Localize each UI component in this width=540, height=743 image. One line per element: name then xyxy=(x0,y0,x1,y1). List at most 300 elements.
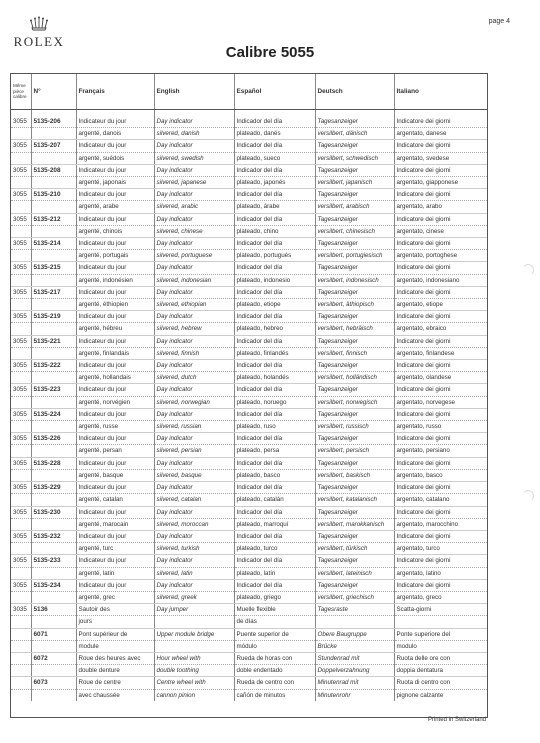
italian-text: Indicatore dei giorni xyxy=(394,213,487,225)
italian-text: argentato, etiope xyxy=(394,299,487,311)
part-number-cell xyxy=(31,323,76,335)
english-text: silvered, dutch xyxy=(154,372,234,384)
english-text: silvered, russian xyxy=(154,421,234,433)
english-text: Day indicator xyxy=(154,433,234,445)
column-header-german: Deutsch xyxy=(315,74,394,110)
italian-text: argentato, svedese xyxy=(394,152,487,164)
french-text: argenté, basque xyxy=(76,469,154,481)
french-text: Indicateur du jour xyxy=(76,238,154,250)
french-text: argenté, latin xyxy=(76,567,154,579)
french-text: Indicateur du jour xyxy=(76,506,154,518)
italian-text: Indicatore dei giorni xyxy=(394,164,487,176)
spanish-text: Indicador del día xyxy=(234,457,315,469)
table-row xyxy=(11,189,487,201)
german-text: Tagesanzeiger xyxy=(315,213,394,225)
english-text: Day indicator xyxy=(154,238,234,250)
table-row xyxy=(11,323,487,335)
calibre-cell: 3055 xyxy=(11,238,31,250)
french-text: Indicateur du jour xyxy=(76,116,154,128)
calibre-cell xyxy=(11,152,31,164)
part-number-cell: 5135-210 xyxy=(31,189,76,201)
spanish-text: plateado, árabe xyxy=(234,201,315,213)
spanish-text: cañón de minutos xyxy=(234,689,315,701)
calibre-cell xyxy=(11,469,31,481)
calibre-cell: 3055 xyxy=(11,408,31,420)
part-number-cell: 5135-212 xyxy=(31,213,76,225)
spanish-text: plateado, sueco xyxy=(234,152,315,164)
part-number-cell xyxy=(31,567,76,579)
italian-text: argentato, giapponese xyxy=(394,177,487,189)
spanish-text: Indicador del día xyxy=(234,335,315,347)
part-number-cell: 5135-226 xyxy=(31,433,76,445)
german-text: versilbert, lateinisch xyxy=(315,567,394,579)
part-number-cell: 6072 xyxy=(31,652,76,664)
german-text: Tagesanzeiger xyxy=(315,530,394,542)
spanish-text: Indicador del día xyxy=(234,238,315,250)
table-row xyxy=(11,274,487,286)
table-row xyxy=(11,433,487,445)
brand-name: ROLEX xyxy=(13,34,65,49)
italian-text: Indicatore dei giorni xyxy=(394,482,487,494)
german-text: Brücke xyxy=(315,640,394,652)
french-text: avec chaussée xyxy=(76,689,154,701)
table-row xyxy=(11,652,487,664)
french-text: Indicateur du jour xyxy=(76,408,154,420)
italian-text: Indicatore dei giorni xyxy=(394,238,487,250)
table-row xyxy=(11,665,487,677)
german-text: versilbert, baskisch xyxy=(315,469,394,481)
part-number-cell: 5135-233 xyxy=(31,555,76,567)
italian-text: Indicatore dei giorni xyxy=(394,433,487,445)
italian-text: argentato, ebraico xyxy=(394,323,487,335)
italian-text: argentato, russo xyxy=(394,421,487,433)
italian-text: Indicatore dei giorni xyxy=(394,116,487,128)
calibre-cell xyxy=(11,128,31,140)
table-row xyxy=(11,286,487,298)
spanish-text: Indicador del día xyxy=(234,286,315,298)
spanish-text: Indicador del día xyxy=(234,555,315,567)
french-text: Indicateur du jour xyxy=(76,384,154,396)
italian-text: Indicatore dei giorni xyxy=(394,530,487,542)
part-number-cell xyxy=(31,396,76,408)
part-number-cell xyxy=(31,201,76,213)
spanish-text: Indicador del día xyxy=(234,530,315,542)
german-text: Tagesanzeiger xyxy=(315,384,394,396)
spanish-text: plateado, marroquí xyxy=(234,518,315,530)
italian-text: argentato, greco xyxy=(394,591,487,603)
german-text: Tagesanzeiger xyxy=(315,457,394,469)
part-number-cell xyxy=(31,225,76,237)
calibre-cell: 3055 xyxy=(11,213,31,225)
part-number-cell xyxy=(31,543,76,555)
column-header-italian: Italiano xyxy=(394,74,487,110)
page-title: Calibre 5055 xyxy=(225,44,315,61)
english-text: silvered, indonesian xyxy=(154,274,234,286)
calibre-cell: 3055 xyxy=(11,262,31,274)
page-number: page 4 xyxy=(488,18,510,25)
punch-hole-mark xyxy=(522,264,534,276)
spanish-text: plateado, etiope xyxy=(234,299,315,311)
italian-text: Ponte superiore del xyxy=(394,628,487,640)
french-text: argenté, hébreu xyxy=(76,323,154,335)
part-number-cell: 5135-207 xyxy=(31,140,76,152)
table-row xyxy=(11,616,487,628)
table-row xyxy=(11,238,487,250)
english-text: silvered, catalan xyxy=(154,494,234,506)
part-number-cell: 5135-206 xyxy=(31,116,76,128)
table-row xyxy=(11,140,487,152)
italian-text: argentato, olandese xyxy=(394,372,487,384)
column-header-english: English xyxy=(154,74,234,110)
calibre-cell xyxy=(11,299,31,311)
table-row xyxy=(11,262,487,274)
italian-text: argentato, turco xyxy=(394,543,487,555)
calibre-cell: 3055 xyxy=(11,506,31,518)
french-text: Indicateur du jour xyxy=(76,360,154,372)
column-header-number: N° xyxy=(31,74,76,110)
spanish-text: plateado, chino xyxy=(234,225,315,237)
italian-text: doppia dentatura xyxy=(394,665,487,677)
english-text: Day indicator xyxy=(154,530,234,542)
table-row xyxy=(11,567,487,579)
french-text: module xyxy=(76,640,154,652)
calibre-cell xyxy=(11,323,31,335)
german-text: Tagesanzeiger xyxy=(315,189,394,201)
table-row xyxy=(11,421,487,433)
table-row xyxy=(11,299,487,311)
parts-table xyxy=(11,74,487,701)
german-text: Tagesanzeiger xyxy=(315,482,394,494)
italian-text: argentato, latino xyxy=(394,567,487,579)
german-text: versilbert, portugiesisch xyxy=(315,250,394,262)
spanish-text: Indicador del día xyxy=(234,213,315,225)
calibre-cell xyxy=(11,250,31,262)
english-text: Centre wheel with xyxy=(154,677,234,689)
english-text: silvered, japanese xyxy=(154,177,234,189)
calibre-cell xyxy=(11,445,31,457)
french-text: argenté, finlandais xyxy=(76,347,154,359)
german-text: Tagesanzeiger xyxy=(315,433,394,445)
italian-text: Indicatore dei giorni xyxy=(394,262,487,274)
german-text: Tagesanzeiger xyxy=(315,238,394,250)
german-text: versilbert, türkisch xyxy=(315,543,394,555)
italian-text: argentato, basco xyxy=(394,469,487,481)
spanish-text: Indicador del día xyxy=(234,262,315,274)
french-text: Indicateur du jour xyxy=(76,311,154,323)
french-text: Roue des heures avec xyxy=(76,652,154,664)
english-text: silvered, moroccan xyxy=(154,518,234,530)
italian-text: Indicatore dei giorni xyxy=(394,335,487,347)
italian-text: argentato, portoghese xyxy=(394,250,487,262)
french-text: argenté, catalan xyxy=(76,494,154,506)
italian-text: argentato, cinese xyxy=(394,225,487,237)
english-text: Hour wheel with xyxy=(154,652,234,664)
table-row xyxy=(11,225,487,237)
spanish-text: plateado, ruso xyxy=(234,421,315,433)
column-header-spanish: Español xyxy=(234,74,315,110)
french-text: argenté, arabe xyxy=(76,201,154,213)
german-text: Tagesanzeiger xyxy=(315,360,394,372)
german-text: versilbert, indonesisch xyxy=(315,274,394,286)
english-text: silvered, finnish xyxy=(154,347,234,359)
english-text: double toothing xyxy=(154,665,234,677)
french-text: Indicateur du jour xyxy=(76,164,154,176)
spanish-text: Indicador del día xyxy=(234,384,315,396)
english-text: Day indicator xyxy=(154,164,234,176)
german-text: versilbert, schwedisch xyxy=(315,152,394,164)
english-text: Day jumper xyxy=(154,604,234,616)
spanish-text: Indicador del día xyxy=(234,482,315,494)
french-text: Indicateur du jour xyxy=(76,555,154,567)
table-row xyxy=(11,677,487,689)
table-row xyxy=(11,579,487,591)
table-row xyxy=(11,640,487,652)
french-text: argenté, indonésien xyxy=(76,274,154,286)
calibre-cell xyxy=(11,689,31,701)
english-text: silvered, arabic xyxy=(154,201,234,213)
calibre-cell xyxy=(11,543,31,555)
part-number-cell xyxy=(31,372,76,384)
italian-text: Indicatore dei giorni xyxy=(394,360,487,372)
part-number-cell: 5135-222 xyxy=(31,360,76,372)
english-text: silvered, danish xyxy=(154,128,234,140)
french-text: Indicateur du jour xyxy=(76,140,154,152)
german-text: versilbert, hebräisch xyxy=(315,323,394,335)
part-number-cell: 5135-215 xyxy=(31,262,76,274)
table-row xyxy=(11,396,487,408)
calibre-cell: 3055 xyxy=(11,116,31,128)
french-text: Indicateur du jour xyxy=(76,286,154,298)
part-number-cell xyxy=(31,421,76,433)
german-text: versilbert, russisch xyxy=(315,421,394,433)
table-row xyxy=(11,384,487,396)
italian-text: Indicatore dei giorni xyxy=(394,311,487,323)
french-text: argenté, chinois xyxy=(76,225,154,237)
calibre-cell: 3055 xyxy=(11,140,31,152)
english-text: Day indicator xyxy=(154,384,234,396)
english-text: Day indicator xyxy=(154,189,234,201)
english-text: Day indicator xyxy=(154,408,234,420)
calibre-cell xyxy=(11,567,31,579)
table-row xyxy=(11,506,487,518)
part-number-cell xyxy=(31,591,76,603)
english-text: Day indicator xyxy=(154,262,234,274)
part-number-cell: 6073 xyxy=(31,677,76,689)
table-row xyxy=(11,360,487,372)
english-text: Day indicator xyxy=(154,213,234,225)
calibre-cell: 3055 xyxy=(11,189,31,201)
spanish-text: plateado, persa xyxy=(234,445,315,457)
italian-text: Indicatore dei giorni xyxy=(394,189,487,201)
french-text: argenté, persan xyxy=(76,445,154,457)
italian-text: argentato, persiano xyxy=(394,445,487,457)
part-number-cell: 5135-208 xyxy=(31,164,76,176)
german-text: Stundenrad mit xyxy=(315,652,394,664)
table-header-row xyxy=(11,74,487,110)
calibre-cell xyxy=(11,347,31,359)
french-text: argenté, suédois xyxy=(76,152,154,164)
part-number-cell: 5135-219 xyxy=(31,311,76,323)
italian-text: Indicatore dei giorni xyxy=(394,408,487,420)
calibre-cell: 3055 xyxy=(11,530,31,542)
italian-text: Ruota delle ore con xyxy=(394,652,487,664)
calibre-cell xyxy=(11,591,31,603)
italian-text: argentato, catalano xyxy=(394,494,487,506)
french-text: argenté, éthiopien xyxy=(76,299,154,311)
calibre-cell xyxy=(11,652,31,664)
german-text: Tagesanzeiger xyxy=(315,311,394,323)
part-number-cell: 5135-217 xyxy=(31,286,76,298)
english-text: Day indicator xyxy=(154,311,234,323)
spanish-text: plateado, noruego xyxy=(234,396,315,408)
italian-text: Indicatore dei giorni xyxy=(394,457,487,469)
table-row xyxy=(11,518,487,530)
french-text: Indicateur du jour xyxy=(76,189,154,201)
part-number-cell xyxy=(31,128,76,140)
column-header-calibre: Même pièce calibre xyxy=(11,74,31,110)
english-text: Day indicator xyxy=(154,482,234,494)
english-text: Day indicator xyxy=(154,286,234,298)
calibre-cell xyxy=(11,518,31,530)
calibre-cell xyxy=(11,665,31,677)
german-text: Minutenrad mit xyxy=(315,677,394,689)
spanish-text: plateado, turco xyxy=(234,543,315,555)
spanish-text: módulo xyxy=(234,640,315,652)
spanish-text: Indicador del día xyxy=(234,116,315,128)
spanish-text: Indicador del día xyxy=(234,140,315,152)
spanish-text: Indicador del día xyxy=(234,506,315,518)
part-number-cell: 6071 xyxy=(31,628,76,640)
table-row xyxy=(11,555,487,567)
spanish-text: plateado, japonés xyxy=(234,177,315,189)
french-text: Indicateur du jour xyxy=(76,433,154,445)
part-number-cell xyxy=(31,469,76,481)
german-text: versilbert, griechisch xyxy=(315,591,394,603)
german-text: versilbert, persisch xyxy=(315,445,394,457)
part-number-cell xyxy=(31,274,76,286)
italian-text: Indicatore dei giorni xyxy=(394,555,487,567)
spanish-text: Indicador del día xyxy=(234,579,315,591)
part-number-cell: 5135-224 xyxy=(31,408,76,420)
english-text: silvered, swedish xyxy=(154,152,234,164)
calibre-cell xyxy=(11,640,31,652)
printed-in-note: Printed in Switzerland xyxy=(427,717,486,723)
french-text: argenté, portugais xyxy=(76,250,154,262)
calibre-cell xyxy=(11,421,31,433)
calibre-cell: 3055 xyxy=(11,335,31,347)
german-text: Tagesanzeiger xyxy=(315,335,394,347)
italian-text: argentato, finlandese xyxy=(394,347,487,359)
spanish-text: Rueda de horas con xyxy=(234,652,315,664)
french-text: argenté, grec xyxy=(76,591,154,603)
part-number-cell xyxy=(31,640,76,652)
calibre-cell xyxy=(11,628,31,640)
part-number-cell xyxy=(31,250,76,262)
english-text: Day indicator xyxy=(154,555,234,567)
french-text: argenté, hollandais xyxy=(76,372,154,384)
italian-text: Indicatore dei giorni xyxy=(394,506,487,518)
german-text: versilbert, chinesisch xyxy=(315,225,394,237)
german-text: versilbert, dänisch xyxy=(315,128,394,140)
table-row xyxy=(11,128,487,140)
english-text: Upper module bridge xyxy=(154,628,234,640)
german-text xyxy=(315,616,394,628)
french-text: jours xyxy=(76,616,154,628)
italian-text xyxy=(394,616,487,628)
spanish-text: plateado, indonesio xyxy=(234,274,315,286)
part-number-cell xyxy=(31,494,76,506)
part-number-cell: 5135-234 xyxy=(31,579,76,591)
italian-text: argentato, marocchino xyxy=(394,518,487,530)
spanish-text: plateado, danés xyxy=(234,128,315,140)
part-number-cell: 5135-229 xyxy=(31,482,76,494)
calibre-cell: 3055 xyxy=(11,433,31,445)
english-text: silvered, persian xyxy=(154,445,234,457)
calibre-cell xyxy=(11,616,31,628)
part-number-cell: 5135-230 xyxy=(31,506,76,518)
table-row xyxy=(11,445,487,457)
english-text: silvered, turkish xyxy=(154,543,234,555)
part-number-cell xyxy=(31,177,76,189)
german-text: versilbert, katalanisch xyxy=(315,494,394,506)
table-body xyxy=(11,110,487,701)
calibre-cell: 3055 xyxy=(11,311,31,323)
table-row xyxy=(11,543,487,555)
table-row xyxy=(11,311,487,323)
german-text: versilbert, norwegisch xyxy=(315,396,394,408)
table-row xyxy=(11,152,487,164)
calibre-cell: 3055 xyxy=(11,360,31,372)
calibre-cell: 3035 xyxy=(11,604,31,616)
english-text: silvered, chinese xyxy=(154,225,234,237)
german-text: Doppelverzahnung xyxy=(315,665,394,677)
part-number-cell: 5135-223 xyxy=(31,384,76,396)
spanish-text: plateado, holandés xyxy=(234,372,315,384)
italian-text: Indicatore dei giorni xyxy=(394,384,487,396)
french-text: argenté, russe xyxy=(76,421,154,433)
column-header-french: Français xyxy=(76,74,154,110)
part-number-cell xyxy=(31,518,76,530)
part-number-cell xyxy=(31,689,76,701)
spanish-text: doble endentado xyxy=(234,665,315,677)
part-number-cell xyxy=(31,445,76,457)
french-text: Indicateur du jour xyxy=(76,213,154,225)
french-text: argenté, danois xyxy=(76,128,154,140)
part-number-cell: 5135-221 xyxy=(31,335,76,347)
parts-sheet xyxy=(10,73,488,718)
calibre-cell: 3055 xyxy=(11,482,31,494)
french-text: Sautoir des xyxy=(76,604,154,616)
spanish-text: Indicador del día xyxy=(234,408,315,420)
table-row xyxy=(11,591,487,603)
part-number-cell xyxy=(31,152,76,164)
spanish-text: Indicador del día xyxy=(234,311,315,323)
german-text: versilbert, japanisch xyxy=(315,177,394,189)
table-row xyxy=(11,469,487,481)
french-text: Pont supérieur de xyxy=(76,628,154,640)
italian-text: Indicatore dei giorni xyxy=(394,579,487,591)
table-row xyxy=(11,457,487,469)
italian-text: Scatta-giorni xyxy=(394,604,487,616)
german-text: Tagesanzeiger xyxy=(315,164,394,176)
german-text: Tagesanzeiger xyxy=(315,262,394,274)
part-number-cell: 5135-232 xyxy=(31,530,76,542)
german-text: Tagesanzeiger xyxy=(315,286,394,298)
calibre-cell xyxy=(11,494,31,506)
calibre-cell xyxy=(11,372,31,384)
italian-text: argentato, norvegese xyxy=(394,396,487,408)
table-row xyxy=(11,482,487,494)
